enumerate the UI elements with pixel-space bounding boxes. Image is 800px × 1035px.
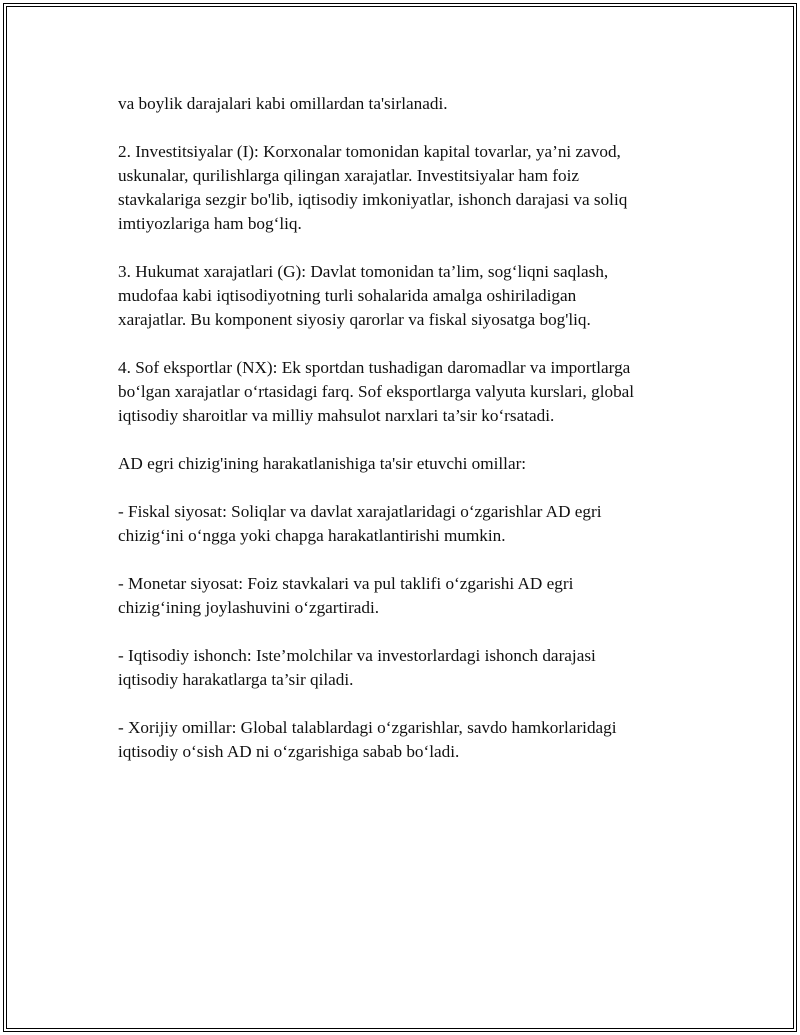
paragraph-net-exports: 4. Sof eksportlar (NX): Ek sportdan tushadigan daromadlar va importlarga bo‘lgan xarajatlar o‘rtasidagi farq. Sof eksportlarga valyuta kurslari, global iqtisodiy sharoitlar va milliy mahsulot narxlari ta’sir ko‘rsatadi. [118, 358, 635, 425]
list-item-monetary-policy: - Monetar siyosat: Foiz stavkalari va pul taklifi o‘zgarishi AD egri chizig‘ining joylashuvini o‘zgartiradi. [118, 574, 574, 617]
paragraph-ad-factors-heading: AD egri chizig'ining harakatlanishiga ta'sir etuvchi omillar: [118, 454, 527, 473]
document-body [118, 92, 688, 788]
paragraph-investments: 2. Investitsiyalar (I): Korxonalar tomonidan kapital tovarlar, ya’ni zavod, uskunalar, qurilishlarga qilingan xarajatlar. Investitsiyalar ham foiz stavkalariga sezgir bo'lib, iqtisodiy imkoniyatlar, ishonch darajasi va soliq imtiyozlariga ham bog‘liq. [118, 142, 628, 233]
paragraph-government-spending: 3. Hukumat xarajatlari (G): Davlat tomonidan ta’lim, sog‘liqni saqlash, mudofaa kabi iqtisodiyotning turli sohalarida amalga oshiriladigan xarajatlar. Bu komponent siyosiy qarorlar va fiskal siyosatga bog'liq. [118, 262, 609, 329]
list-item-fiscal-policy: - Fiskal siyosat: Soliqlar va davlat xarajatlaridagi o‘zgarishlar AD egri chizig‘ini o‘ngga yoki chapga harakatlantirishi mumkin. [118, 502, 602, 545]
paragraph-continuation: va boylik darajalari kabi omillardan ta'sirlanadi. [118, 94, 448, 113]
list-item-foreign-factors: - Xorijiy omillar: Global talablardagi o‘zgarishlar, savdo hamkorlaridagi iqtisodiy o‘sish AD ni o‘zgarishiga sabab bo‘ladi. [118, 718, 617, 761]
list-item-economic-confidence: - Iqtisodiy ishonch: Iste’molchilar va investorlardagi ishonch darajasi iqtisodiy harakatlarga ta’sir qiladi. [118, 646, 596, 689]
